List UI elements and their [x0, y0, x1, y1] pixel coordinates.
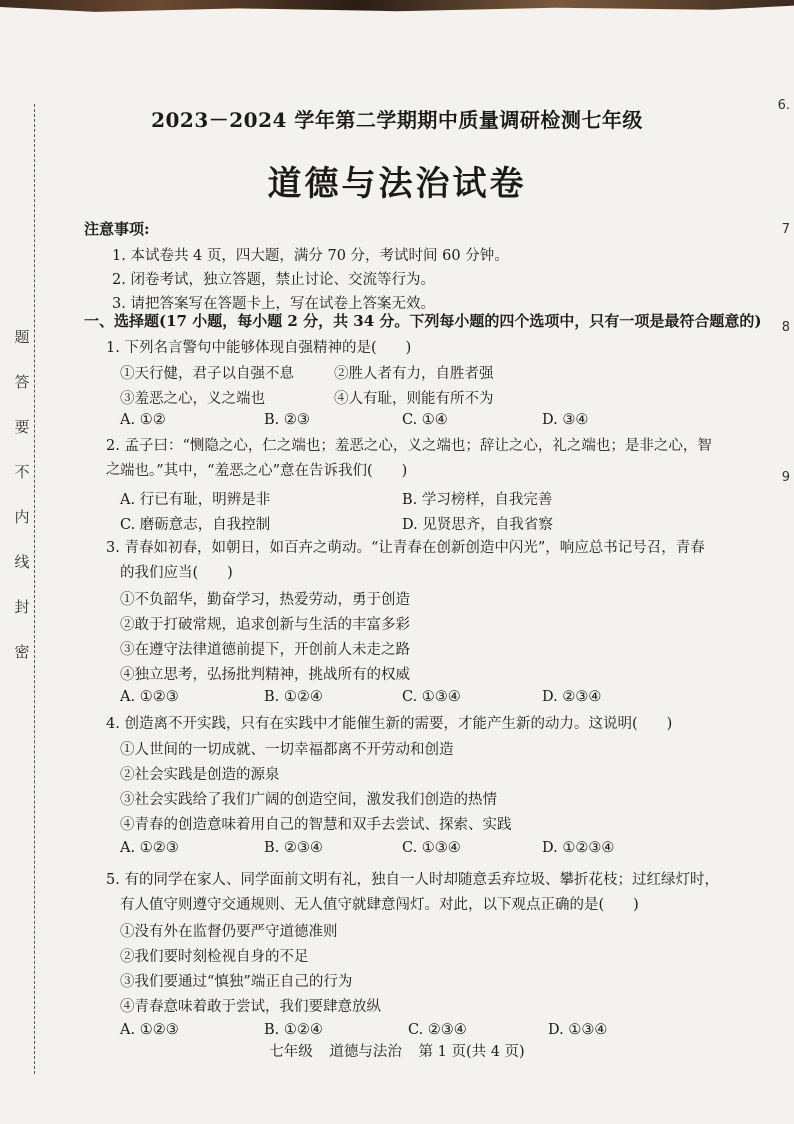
- statement-item: ③在遵守法律道德前提下，开创前人未走之路: [120, 642, 410, 658]
- question-stem-cont: 有人值守则遵守交通规则、无人值守就肆意闯灯。对此，以下观点正确的是( ): [120, 897, 639, 913]
- answer-choice: C. 磨砺意志，自我控制: [120, 517, 271, 533]
- answer-choice: D. ①②③④: [542, 840, 615, 856]
- binding-char: 内: [14, 508, 30, 526]
- answer-choice: B. ②③④: [264, 840, 323, 856]
- binding-margin-text: [12, 330, 32, 690]
- binding-char: 答: [14, 373, 30, 391]
- statement-item: ②敢于打破常规，追求创新与生活的丰富多彩: [120, 617, 410, 633]
- question-stem-cont: 的我们应当( ): [120, 565, 233, 581]
- note-item: 1. 本试卷共 4 页，四大题，满分 70 分，考试时间 60 分钟。: [112, 248, 509, 264]
- statement-item: ②社会实践是创造的源泉: [120, 767, 280, 783]
- statement-item: ①不负韶华，勤奋学习，热爱劳动，勇于创造: [120, 592, 410, 608]
- statement-item: ④青春意味着敢于尝试，我们要肆意放纵: [120, 999, 381, 1015]
- answer-choice: A. 行已有耻，明辨是非: [120, 492, 271, 508]
- question-stem-cont: 端也。”其中，“羞恶之心”意在告诉我们( ): [120, 463, 408, 479]
- statement-item: ③社会实践给了我们广阔的创造空间，激发我们创造的热情: [120, 792, 497, 808]
- statement-item: ①人世间的一切成就、一切幸福都离不开劳动和创造: [120, 742, 454, 758]
- note-item: 3. 请把答案写在答题卡上，写在试卷上答案无效。: [112, 296, 435, 312]
- question-stem: 1. 下列名言警句中能够体现自强精神的是( ): [106, 340, 412, 356]
- footer-page-number: 第 1 页(共 4 页): [418, 1044, 525, 1060]
- answer-choice: B. ②③: [264, 412, 310, 428]
- section-heading: 一、选择题(17 小题，每小题 2 分，共 34 分。下列每小题的四个选项中，只有一项是最符合题意的): [84, 312, 762, 330]
- question-stem: 4. 创造离不开实践，只有在实践中才能催生新的需要，才能产生新的动力。这说明( ): [106, 716, 673, 732]
- statement-item: ②胜人者有力，自胜者强: [334, 366, 494, 382]
- answer-choice: C. ②③④: [408, 1022, 467, 1038]
- statement-item: ③我们要通过“慎独”端正自己的行为: [120, 974, 353, 990]
- right-edge-number: 9: [781, 470, 790, 485]
- statement-item: ①天行健，君子以自强不息: [120, 366, 294, 382]
- note-item: 2. 闭卷考试，独立答题，禁止讨论、交流等行为。: [112, 272, 435, 288]
- answer-choice: A. ①②③: [120, 689, 179, 705]
- binding-line: [34, 104, 35, 1074]
- answer-choice: A. ①②③: [120, 840, 179, 856]
- binding-char: 不: [14, 463, 30, 481]
- exam-title: 道德与法治试卷: [267, 164, 527, 204]
- page-footer: [0, 1040, 794, 1061]
- answer-choice: B. ①②④: [264, 1022, 323, 1038]
- answer-choice: B. ①②④: [264, 689, 323, 705]
- binding-char: 密: [14, 643, 30, 661]
- notes-title: 注意事项:: [84, 220, 150, 238]
- answer-choice: A. ①②③: [120, 1022, 179, 1038]
- right-edge-number: 7: [781, 222, 790, 237]
- question-stem: 2. 孟子曰：“恻隐之心，仁之端也；羞恶之心，义之端也；辞让之心，礼之端也；是非之心，智之: [106, 438, 712, 478]
- answer-choice: D. ③④: [542, 412, 589, 428]
- right-edge-number: 6.: [777, 98, 790, 113]
- binding-char: 封: [14, 598, 30, 616]
- answer-choice: C. ①③④: [402, 840, 461, 856]
- statement-item: ④人有耻，则能有所不为: [334, 391, 494, 407]
- statement-item: ④独立思考，弘扬批判精神，挑战所有的权威: [120, 667, 410, 683]
- answer-choice: C. ①③④: [402, 689, 461, 705]
- question-stem: 5. 有的同学在家人、同学面前文明有礼，独自一人时却随意丢弃垃圾、攀折花枝；过红绿灯时，: [106, 872, 719, 888]
- answer-choice: D. 见贤思齐，自我省察: [402, 517, 553, 533]
- statement-item: ④青春的创造意味着用自己的智慧和双手去尝试、探索、实践: [120, 817, 512, 833]
- statement-item: ②我们要时刻检视自身的不足: [120, 949, 309, 965]
- answer-choice: A. ①②: [120, 412, 166, 428]
- footer-subject: 道德与法治: [329, 1044, 402, 1060]
- question-stem: 3. 青春如初春，如朝日，如百卉之萌动。“让青春在创新创造中闪光”，响应总书记号召，青春: [106, 540, 705, 556]
- binding-char: 要: [14, 418, 30, 436]
- answer-choice: B. 学习榜样，自我完善: [402, 492, 553, 508]
- answer-choice: C. ①④: [402, 412, 448, 428]
- binding-char: 线: [14, 553, 30, 571]
- binding-char: 题: [14, 328, 30, 346]
- answer-choice: D. ①③④: [548, 1022, 608, 1038]
- right-edge-number: 8: [781, 320, 790, 335]
- statement-item: ③羞恶之心，义之端也: [120, 391, 265, 407]
- exam-subtitle: 2023－2024 学年第二学期期中质量调研检测七年级: [151, 108, 643, 132]
- footer-grade: 七年级: [269, 1044, 313, 1060]
- scan-top-edge: [0, 0, 794, 14]
- statement-item: ①没有外在监督仍要严守道德准则: [120, 924, 338, 940]
- answer-choice: D. ②③④: [542, 689, 602, 705]
